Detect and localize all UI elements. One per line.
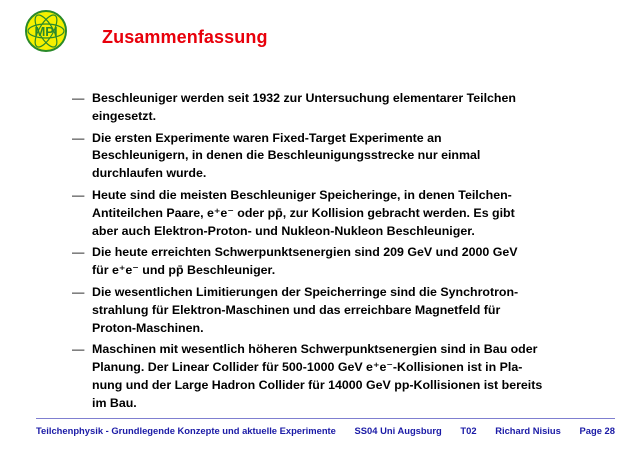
dash-icon: — [72, 91, 85, 105]
footer-section: T02 [460, 425, 477, 436]
bullet-item [72, 187, 562, 240]
footer-author: Richard Nisius [495, 425, 561, 436]
mpi-logo [24, 9, 68, 53]
bullet-text: Die heute erreichten Schwerpunktsenergien sind 209 GeV und 2000 GeV für e⁺e⁻ und pp̄ Beschleuniger. [92, 245, 518, 278]
bullet-list [72, 90, 562, 417]
footer-divider [36, 418, 615, 419]
bullet-item [72, 284, 562, 337]
slide-title: Zusammenfassung [102, 27, 268, 47]
bullet-text: Die ersten Experimente waren Fixed-Target Experimente an Beschleunigern, in denen die Beschleunigungsstrecke nur einmal durchlaufen wurde. [92, 130, 481, 181]
dash-icon: — [72, 284, 85, 299]
bullet-item [72, 90, 562, 126]
bullet-text: Maschinen mit wesentlich höheren Schwerpunktsenergien sind in Bau oder Planung. Der Linear Collider für 500-1000 GeV e⁺e⁻-Kollisionen ist in Pla- nung und der Large Hadron Collider für 14000 GeV pp-Kollisionen ist bereits im Bau. [92, 342, 543, 410]
footer [36, 425, 615, 436]
footer-term: SS04 Uni Augsburg [354, 425, 442, 436]
bullet-item [72, 341, 562, 412]
bullet-text: Heute sind die meisten Beschleuniger Speicheringe, in denen Teilchen- Antiteilchen Paare, e⁺e⁻ oder pp̄, zur Kollision gebracht werden. Es gibt aber auch Elektron-Proton- und Nukleon-Nukleon Beschleuniger. [92, 187, 515, 238]
dash-icon: — [72, 187, 85, 202]
dash-icon: — [72, 342, 85, 357]
dash-icon: — [72, 245, 85, 260]
bullet-text: Die wesentlichen Limitierungen der Speicherringe sind die Synchrotron- strahlung für Elektron-Maschinen und das erreichbare Magnetfeld für Proton-Maschinen. [92, 284, 519, 335]
logo-text: MPI [34, 24, 58, 39]
dash-icon: — [72, 130, 85, 145]
footer-course: Teilchenphysik - Grundlegende Konzepte und aktuelle Experimente [36, 425, 336, 436]
bullet-text: Beschleuniger werden seit 1932 zur Untersuchung elementarer Teilchen eingesetzt. [92, 91, 516, 123]
footer-page: Page 28 [579, 425, 615, 436]
bullet-item [72, 244, 562, 280]
bullet-item [72, 130, 562, 183]
